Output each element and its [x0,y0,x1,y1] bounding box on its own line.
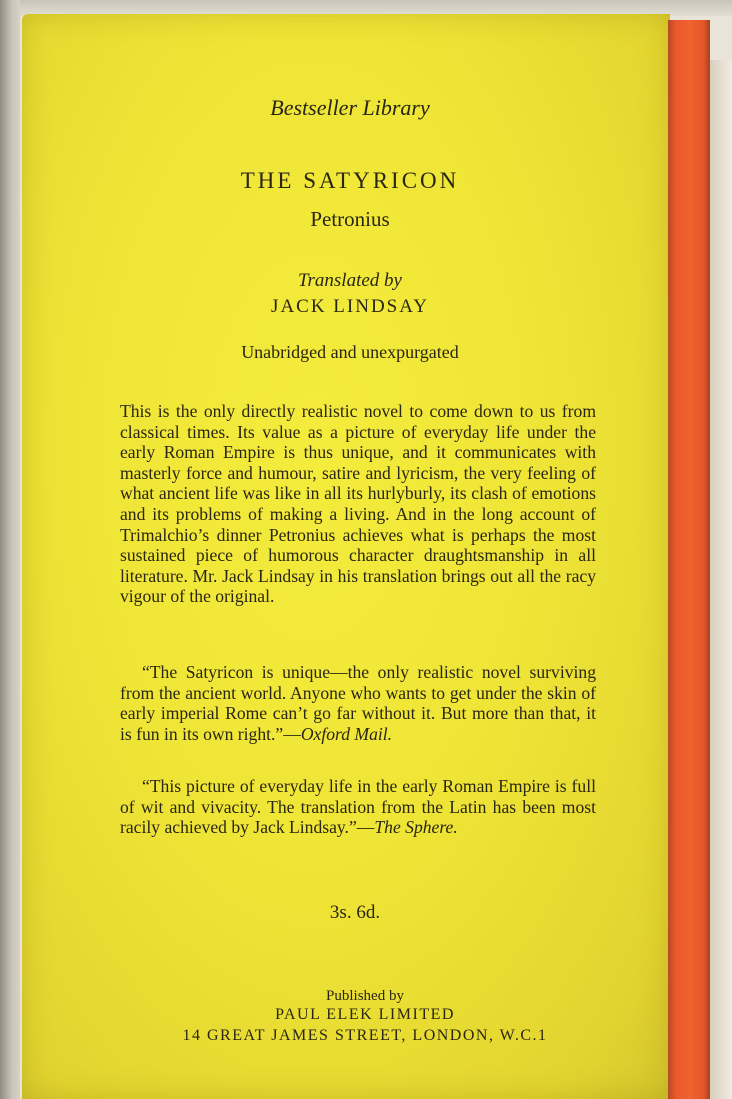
blurb-paragraph: This is the only directly realistic novel to come down to us from classical times. Its value as a picture of everyday life under the early Roman Empire is thus unique, and it communicates with masterly force and humour, satire and lyricism, the very feeling of what ancient life was like in all its hurlyburly, its clash of emotions and its problems of making a living. And in the long account of Trimalchio’s dinner Petronius achieves what is perhaps the most sustained piece of humorous character draughtsmanship in all literature. Mr. Jack Lindsay in his translation brings out all the racy vigour of the original. [120,401,596,607]
quote-text: “The Satyricon is unique—the only realistic novel surviving from the ancient world. Anyone who wants to get under the skin of early imperial Rome can’t go far without it. But more than that, it is fun in its own right.”— [120,662,596,744]
series-name: Bestseller Library [270,95,430,120]
book-title: THE SATYRICON [240,168,460,193]
edition-note: Unabridged and unexpurgated [241,342,459,362]
publisher-address: 14 GREAT JAMES STREET, LONDON, W.C.1 [182,1027,548,1044]
review-quote-the-sphere [120,776,596,838]
review-quote-oxford-mail [120,662,596,744]
quote-source: The Sphere. [374,817,458,838]
translated-by-label: Translated by [298,270,402,291]
price: 3s. 6d. [329,902,381,923]
quote-text: “This picture of everyday life in the early Roman Empire is full of wit and vivacity. The translation from the Latin has been most racily achieved by Jack Lindsay.”— [120,776,596,838]
publisher-name: PAUL ELEK LIMITED [275,1006,455,1023]
book-author: Petronius [310,207,390,231]
quote-source: Oxford Mail. [300,723,393,744]
published-by-label: Published by [326,988,404,1004]
translator-name: JACK LINDSAY [271,296,429,317]
